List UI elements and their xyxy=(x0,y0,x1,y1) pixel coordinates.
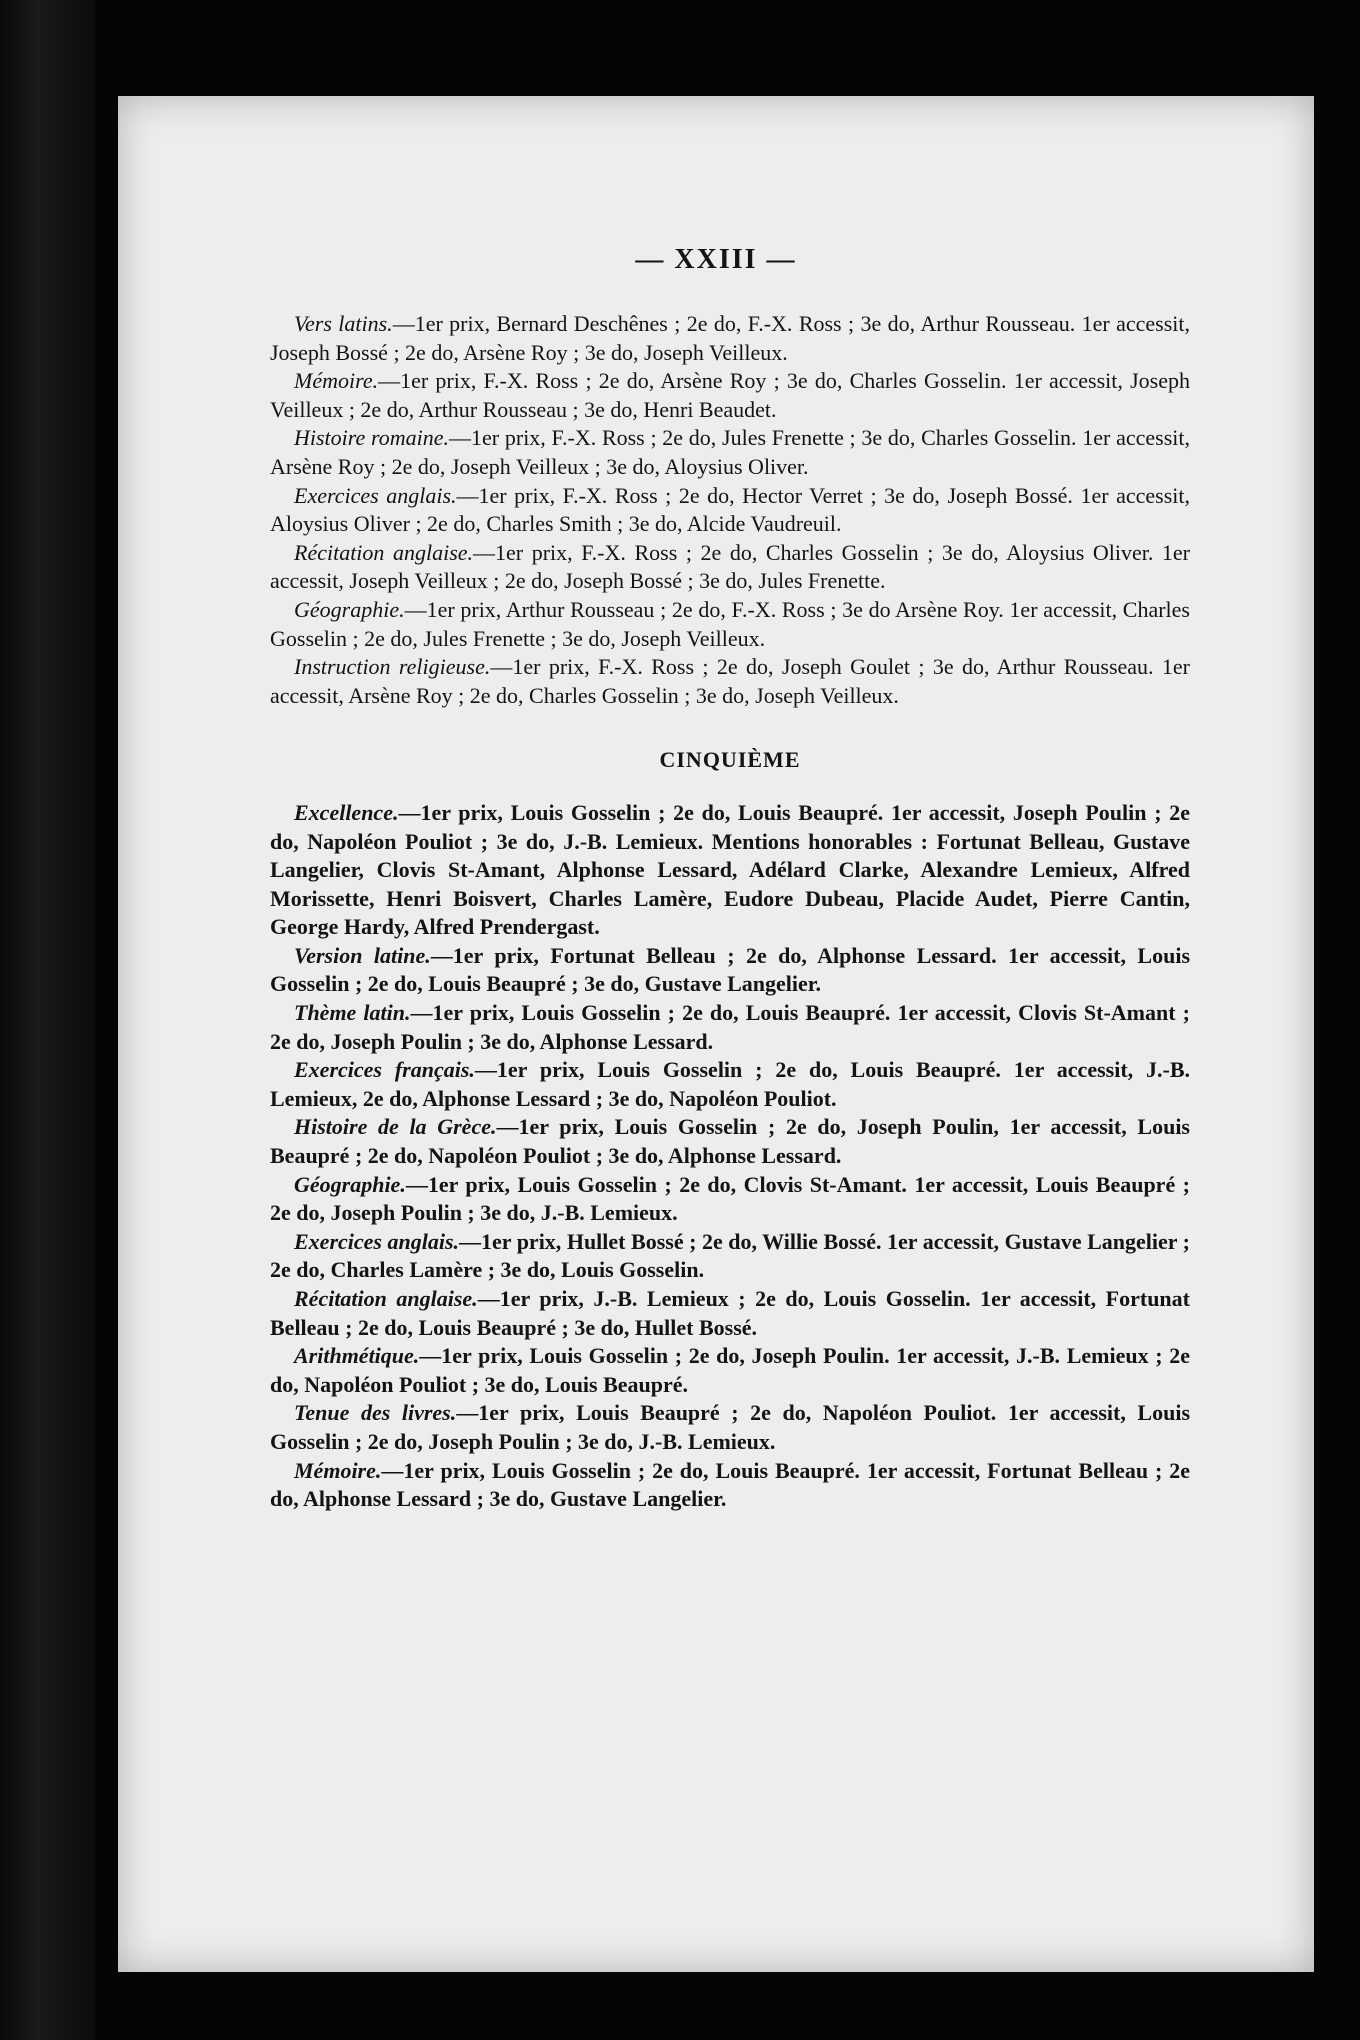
award-subject: Tenue des livres. xyxy=(294,1400,457,1426)
award-entry xyxy=(270,1113,1190,1170)
award-subject: Arithmétique. xyxy=(294,1343,420,1369)
award-subject: Récitation anglaise. xyxy=(294,1286,478,1311)
page-number-header: — XXIII — xyxy=(635,244,797,275)
award-text: —1er prix, F.-X. Ross ; 2e do, Arsène Roy ; 3e do, Charles Gosselin. 1er accessit, Joseph Veilleux ; 2e do, Arthur Rousseau ; 3e do, Henri Beaudet. xyxy=(270,368,1190,422)
award-text: —1er prix, Arthur Rousseau ; 2e do, F.-X. Ross ; 3e do Arsène Roy. 1er accessit, Charles Gosselin ; 2e do, Jules Frenette ; 3e do, Joseph Veilleux. xyxy=(270,596,1190,651)
award-text: —1er prix, Louis Gosselin ; 2e do, Louis Beaupré. 1er accessit, Clovis St-Amant ; 2e do, Joseph Poulin ; 3e do, Alphonse Lessard. xyxy=(270,1000,1190,1054)
award-entry xyxy=(270,539,1190,596)
award-entry xyxy=(270,1399,1190,1456)
award-text: —1er prix, Louis Gosselin ; 2e do, Joseph Poulin, 1er accessit, Louis Beaupré ; 2e do, Napoléon Pouliot ; 3e do, Alphonse Lessard. xyxy=(270,1114,1190,1169)
award-text: —1er prix, Louis Gosselin ; 2e do, Louis Beaupré. 1er accessit, Fortunat Belleau ; 2e do, Alphonse Lessard ; 3e do, Gustave Langelier. xyxy=(270,1457,1190,1512)
award-subject: Thème latin. xyxy=(294,1000,411,1026)
award-entry xyxy=(270,799,1190,942)
award-subject: Histoire de la Grèce. xyxy=(294,1114,497,1140)
award-subject: Géographie. xyxy=(294,596,405,622)
award-text: —1er prix, Fortunat Belleau ; 2e do, Alphonse Lessard. 1er accessit, Louis Gosselin ; 2e do, Louis Beaupré ; 3e do, Gustave Langelier. xyxy=(270,942,1191,997)
award-text: —1er prix, Louis Gosselin ; 2e do, Louis Beaupré. 1er accessit, J.-B. Lemieux, 2e do, Alphonse Lessard ; 3e do, Napoléon Pouliot. xyxy=(270,1057,1191,1111)
award-entry xyxy=(270,1228,1190,1285)
section-title-cinquieme: CINQUIÈME xyxy=(659,747,801,773)
award-text: —1er prix, Hullet Bossé ; 2e do, Willie Bossé. 1er accessit, Gustave Langelier ; 2e do, Charles Lamère ; 3e do, Louis Gosselin. xyxy=(270,1228,1190,1283)
award-text: —1er prix, Louis Beaupré ; 2e do, Napoléon Pouliot. 1er accessit, Louis Gosselin ; 2e do, Joseph Poulin ; 3e do, J.-B. Lemieux. xyxy=(270,1400,1191,1454)
award-subject: Excellence. xyxy=(294,799,399,825)
award-entry xyxy=(270,482,1190,539)
award-subject: Exercices anglais. xyxy=(294,1228,460,1254)
award-subject: Mémoire. xyxy=(294,368,379,394)
award-text: —1er prix, Louis Gosselin ; 2e do, Louis Beaupré. 1er accessit, Joseph Poulin ; 2e do, Napoléon Pouliot ; 3e do, J.-B. Lemieux. Mentions honorables : Fortunat Belleau, Gustave Langelier, Clovis St-Amant, Alphonse Lessard, Adélard Clarke, Alexandre Lemieux, Alfred Morissette, Henri Boisvert, Charles Lamère, Eudore Dubeau, Placide Audet, Pierre Cantin, George Hardy, Alfred Prendergast. xyxy=(270,799,1190,940)
award-entry xyxy=(270,999,1190,1056)
award-entry xyxy=(270,310,1190,367)
award-subject: Exercices anglais. xyxy=(294,482,457,508)
award-subject: Histoire romaine. xyxy=(294,425,450,451)
facing-page-edge xyxy=(0,0,95,2040)
awards-section-quatrieme xyxy=(270,310,1190,710)
award-entry xyxy=(270,1342,1190,1399)
award-subject: Exercices français. xyxy=(294,1057,475,1083)
document-page xyxy=(118,96,1314,1972)
award-text: —1er prix, Louis Gosselin ; 2e do, Clovis St-Amant. 1er accessit, Louis Beaupré ; 2e do, Joseph Poulin ; 3e do, J.-B. Lemieux. xyxy=(270,1171,1190,1226)
award-text: —1er prix, Louis Gosselin ; 2e do, Joseph Poulin. 1er accessit, J.-B. Lemieux ; 2e do, Napoléon Pouliot ; 3e do, Louis Beaupré. xyxy=(270,1343,1190,1397)
page-body xyxy=(270,310,1190,1514)
award-subject: Géographie. xyxy=(294,1171,406,1197)
award-entry xyxy=(270,653,1190,710)
award-text: —1er prix, F.-X. Ross ; 2e do, Joseph Goulet ; 3e do, Arthur Rousseau. 1er accessit, Arsène Roy ; 2e do, Charles Gosselin ; 3e do, Joseph Veilleux. xyxy=(270,654,1190,708)
award-entry xyxy=(270,1056,1190,1113)
award-text: —1er prix, F.-X. Ross ; 2e do, Hector Verret ; 3e do, Joseph Bossé. 1er accessit, Aloysius Oliver ; 2e do, Charles Smith ; 3e do, Alcide Vaudreuil. xyxy=(270,482,1191,537)
award-subject: Version latine. xyxy=(294,942,431,968)
award-entry xyxy=(270,1457,1190,1514)
award-text: —1er prix, Bernard Deschênes ; 2e do, F.-X. Ross ; 3e do, Arthur Rousseau. 1er accessit, Joseph Bossé ; 2e do, Arsène Roy ; 3e do, Joseph Veilleux. xyxy=(270,311,1190,365)
awards-section-cinquieme xyxy=(270,799,1190,1514)
award-text: —1er prix, F.-X. Ross ; 2e do, Charles Gosselin ; 3e do, Aloysius Oliver. 1er accessit, Joseph Veilleux ; 2e do, Joseph Bossé ; 3e do, Jules Frenette. xyxy=(270,539,1191,594)
award-subject: Récitation anglaise. xyxy=(294,539,474,565)
award-entry xyxy=(270,1285,1190,1342)
award-subject: Instruction religieuse. xyxy=(294,654,491,680)
award-text: —1er prix, F.-X. Ross ; 2e do, Jules Frenette ; 3e do, Charles Gosselin. 1er accessit, Arsène Roy ; 2e do, Joseph Veilleux ; 3e do, Aloysius Oliver. xyxy=(270,425,1190,479)
award-subject: Mémoire. xyxy=(294,1457,382,1483)
award-entry xyxy=(270,596,1190,653)
award-entry xyxy=(270,367,1190,424)
award-entry xyxy=(270,1171,1190,1228)
award-entry xyxy=(270,424,1190,481)
award-text: —1er prix, J.-B. Lemieux ; 2e do, Louis Gosselin. 1er accessit, Fortunat Belleau ; 2e do, Louis Beaupré ; 3e do, Hullet Bossé. xyxy=(270,1286,1190,1340)
award-subject: Vers latins. xyxy=(294,311,393,336)
award-entry xyxy=(270,942,1190,999)
